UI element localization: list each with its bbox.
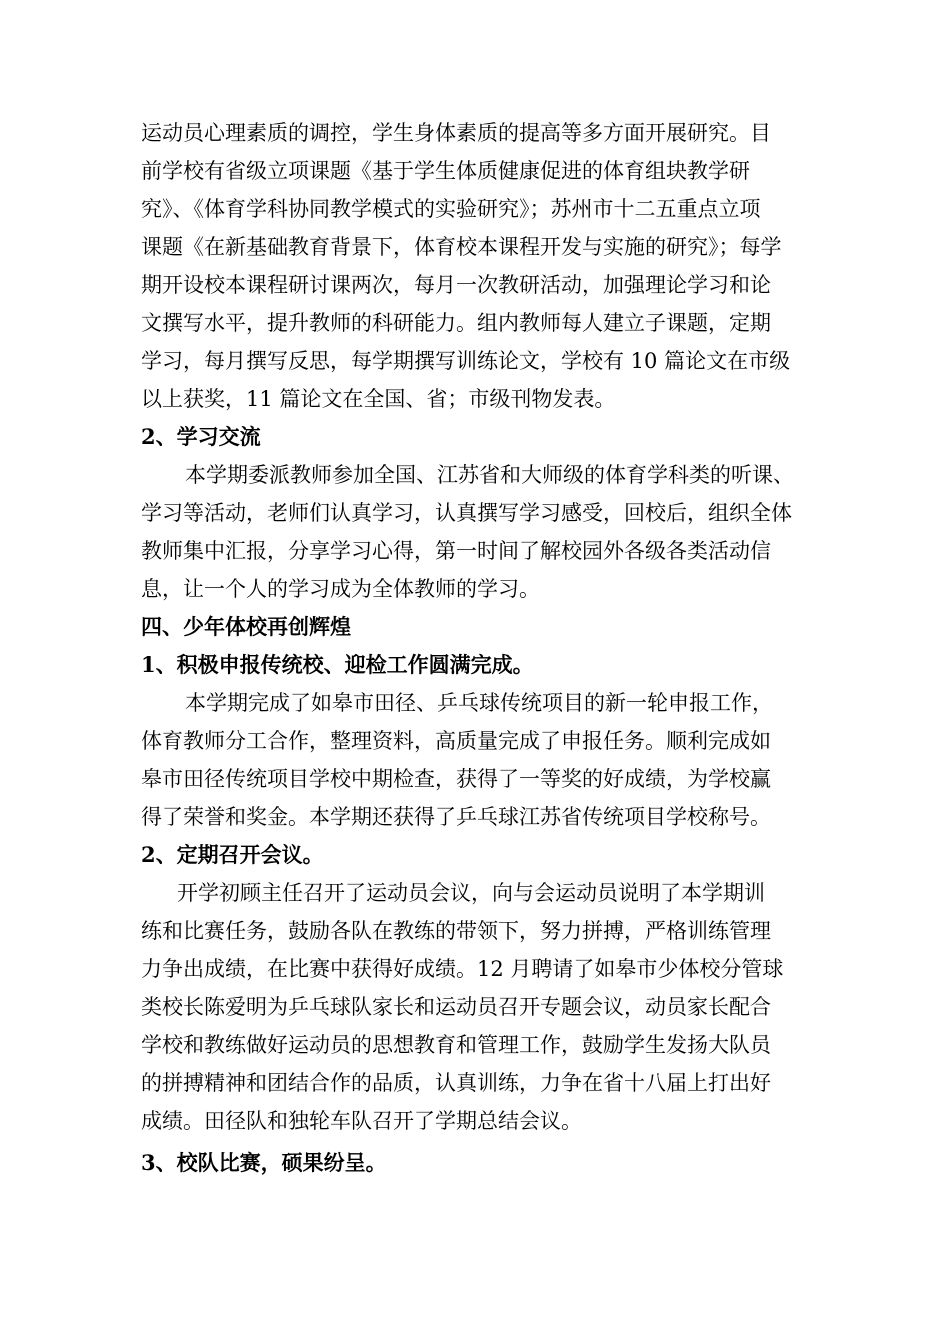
heading-traditional-school — [141, 646, 813, 684]
text-line: 力争出成绩，在比赛中获得好成绩。12 月聘请了如皋市少体校分管球 — [141, 957, 784, 981]
text-line: 究》、《体育学科协同教学模式的实验研究》；苏州市十二五重点立项 — [141, 197, 761, 221]
section-heading: 四、少年体校再创辉煌 — [141, 614, 351, 639]
heading-study-exchange — [141, 418, 813, 456]
text-line: 体育教师分工合作，整理资料，高质量完成了申报任务。顺利完成如 — [141, 729, 771, 753]
text-line: 前学校有省级立项课题《基于学生体质健康促进的体育组块教学研 — [141, 159, 750, 183]
heading-meetings — [141, 836, 813, 874]
text-line: 得了荣誉和奖金。本学期还获得了乒乓球江苏省传统项目学校称号。 — [141, 805, 771, 829]
section-heading: 2、学习交流 — [141, 424, 261, 449]
text-line: 运动员心理素质的调控，学生身体素质的提高等多方面开展研究。目 — [141, 121, 771, 145]
text-line: 以上获奖，11 篇论文在全国、省；市级刊物发表。 — [141, 387, 616, 411]
text-line: 练和比赛任务，鼓励各队在教练的带领下，努力拼搏，严格训练管理 — [141, 919, 771, 943]
section-heading: 2、定期召开会议。 — [141, 842, 324, 867]
text-line: 期开设校本课程研讨课两次，每月一次教研活动，加强理论学习和论 — [141, 273, 771, 297]
paragraph-research — [141, 114, 813, 418]
text-line: 文撰写水平，提升教师的科研能力。组内教师每人建立子课题，定期 — [141, 311, 771, 335]
section-heading: 3、校队比赛，硕果纷呈。 — [141, 1150, 387, 1175]
text-line: 教师集中汇报，分享学习心得，第一时间了解校园外各级各类活动信 — [141, 539, 771, 563]
text-line: 学习，每月撰写反思，每学期撰写训练论文，学校有 10 篇论文在市级 — [141, 349, 791, 373]
paragraph-traditional-school — [141, 684, 813, 836]
text-line: 学校和教练做好运动员的思想教育和管理工作，鼓励学生发扬大队员 — [141, 1033, 771, 1057]
text-line: 本学期完成了如皋市田径、乒乓球传统项目的新一轮申报工作， — [185, 691, 773, 715]
paragraph-meetings — [141, 874, 813, 1140]
text-line: 皋市田径传统项目学校中期检查，获得了一等奖的好成绩，为学校赢 — [141, 767, 771, 791]
paragraph-study-exchange — [141, 456, 813, 608]
text-line: 的拼搏精神和团结合作的品质，认真训练，力争在省十八届上打出好 — [141, 1071, 771, 1095]
text-line: 学习等活动，老师们认真学习，认真撰写学习感受，回校后，组织全体 — [141, 501, 792, 525]
text-line: 成绩。田径队和独轮车队召开了学期总结会议。 — [141, 1109, 582, 1133]
text-line: 开学初顾主任召开了运动员会议，向与会运动员说明了本学期训 — [177, 881, 765, 905]
text-line: 本学期委派教师参加全国、江苏省和大师级的体育学科类的听课、 — [185, 463, 794, 487]
document-page — [141, 114, 813, 1182]
section-heading: 1、积极申报传统校、迎检工作圆满完成。 — [141, 652, 534, 677]
heading-team-competitions — [141, 1144, 813, 1182]
text-line: 类校长陈爱明为乒乓球队家长和运动员召开专题会议，动员家长配合 — [141, 995, 771, 1019]
text-line: 课题《在新基础教育背景下，体育校本课程开发与实施的研究》；每学 — [141, 235, 782, 259]
text-line: 息，让一个人的学习成为全体教师的学习。 — [141, 577, 540, 601]
heading-youth-sports-school — [141, 608, 813, 646]
